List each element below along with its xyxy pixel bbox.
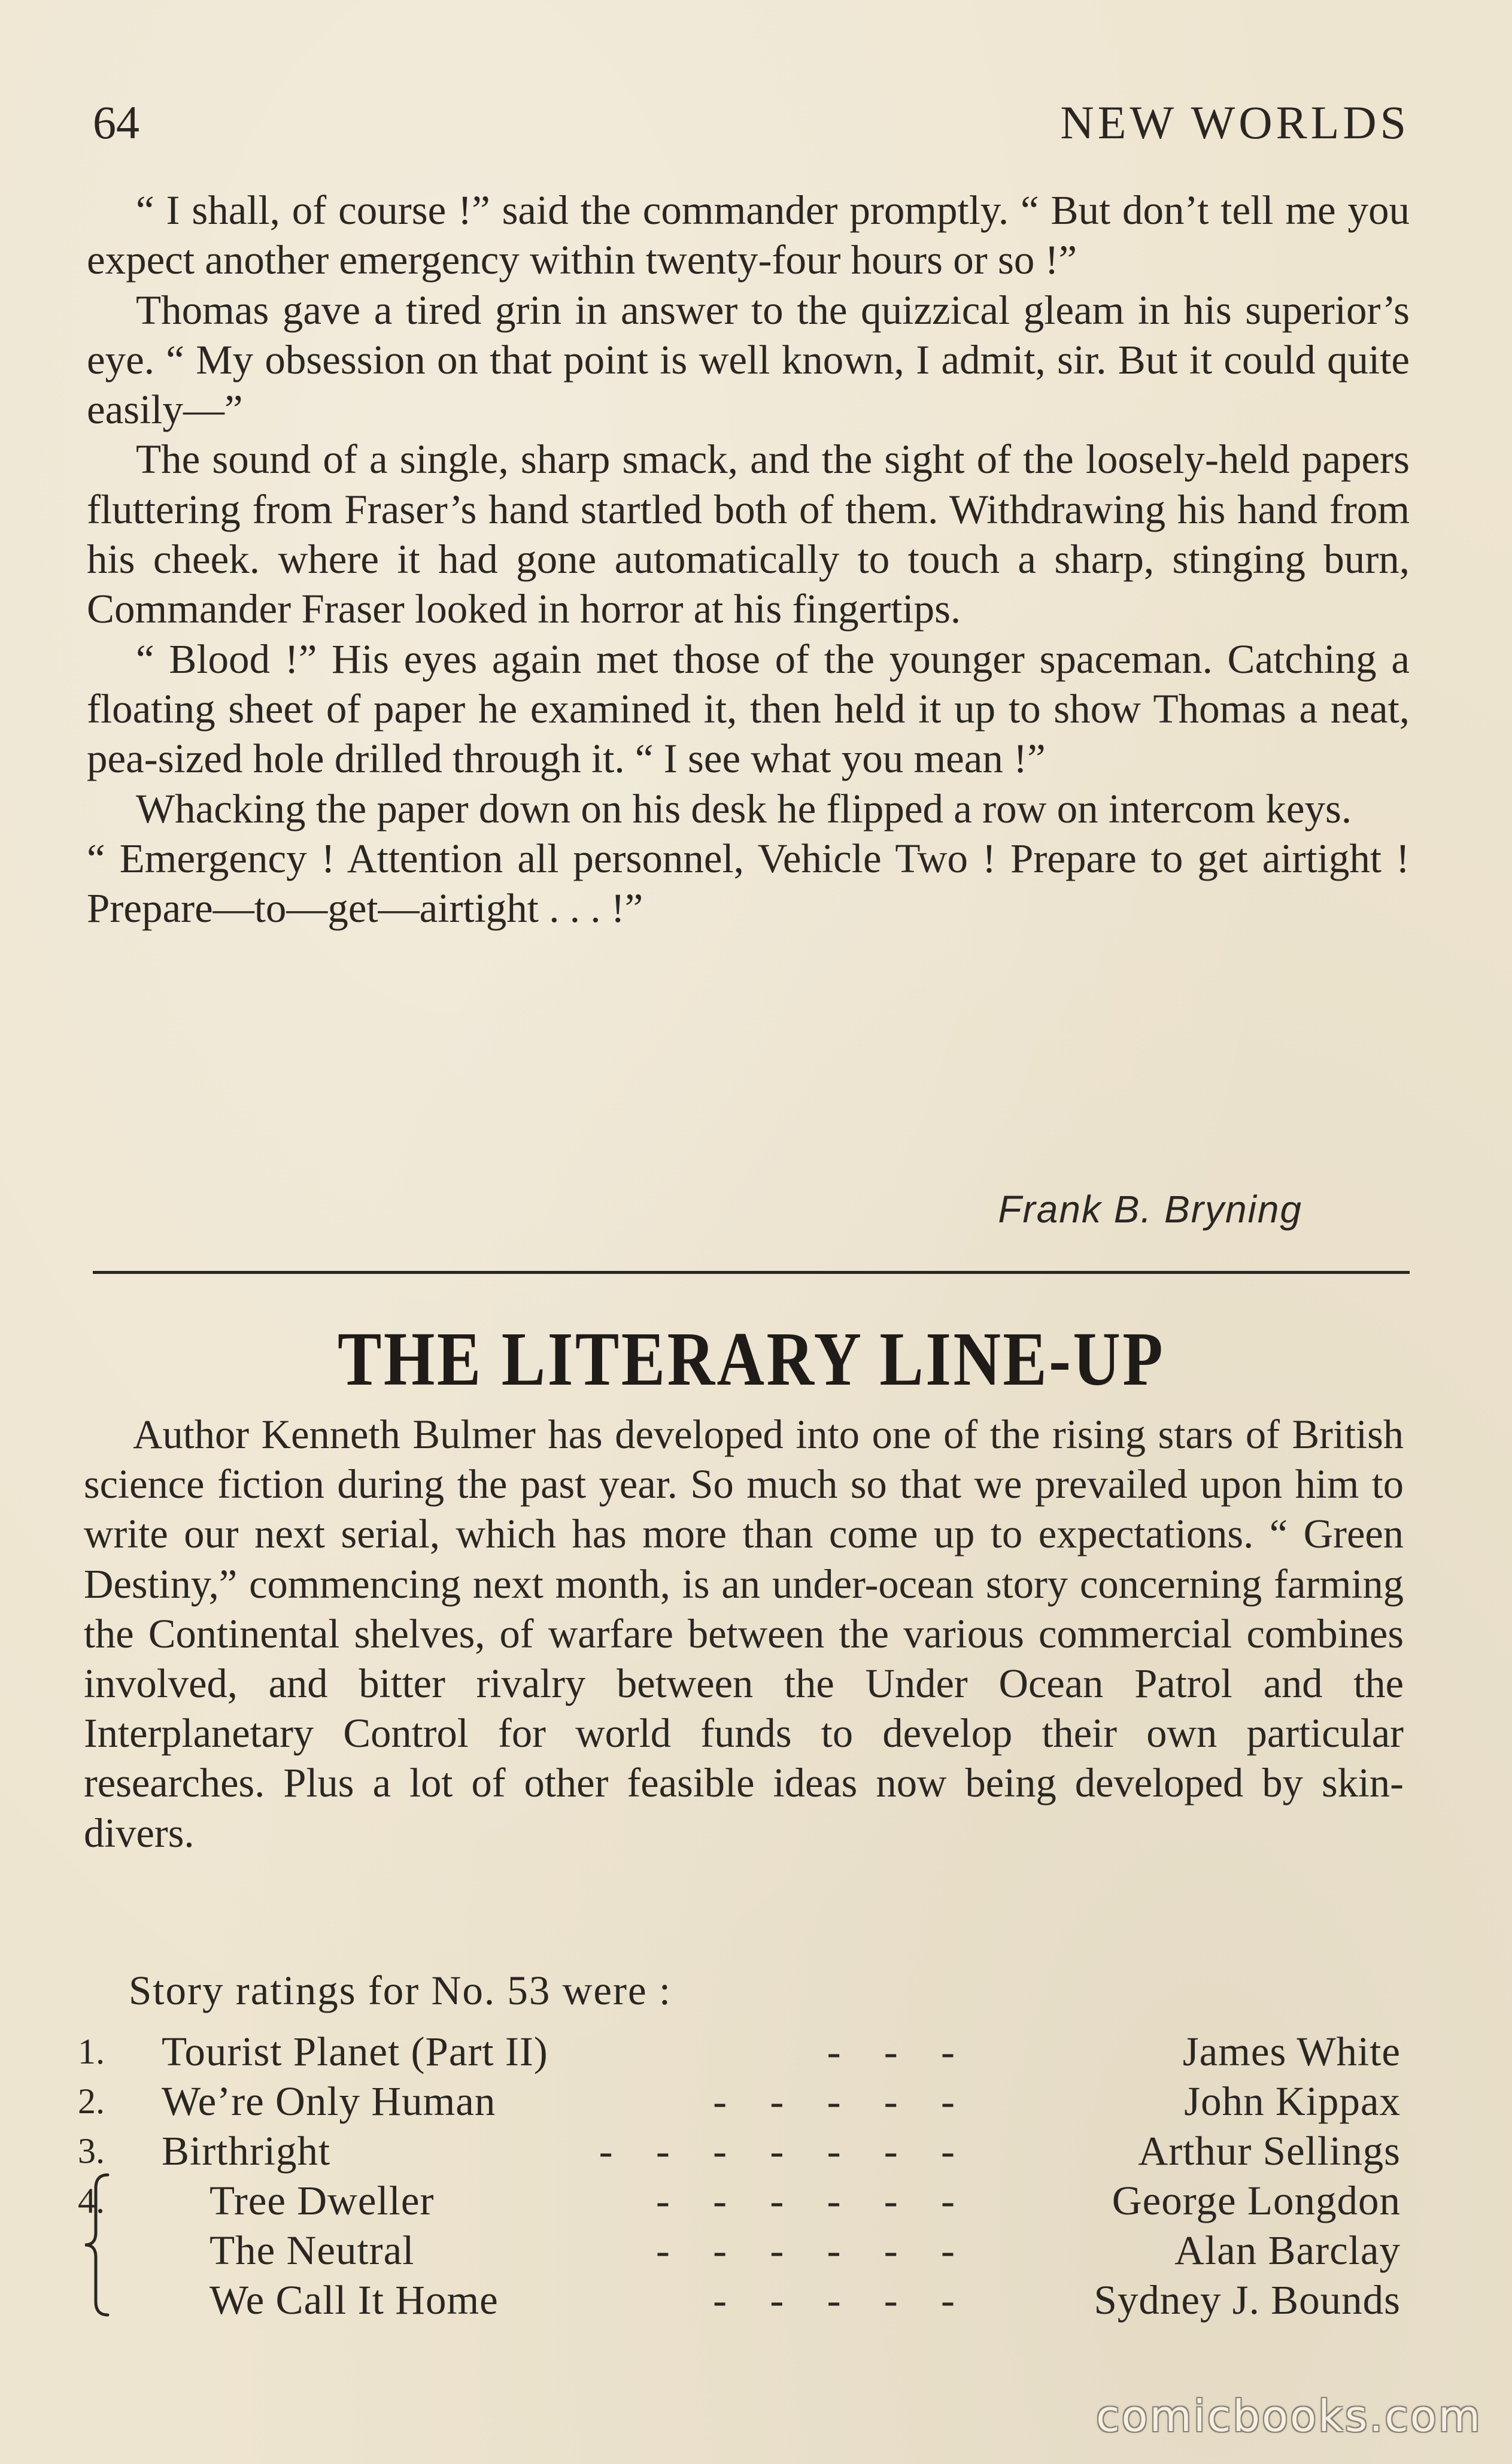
page-header <box>93 90 1410 156</box>
story-conclusion <box>87 186 1410 933</box>
rating-title: We’re Only Human <box>162 2078 496 2124</box>
literary-lineup-text <box>84 1410 1404 1858</box>
rating-row <box>78 2275 1401 2325</box>
rating-title: The Neutral <box>210 2228 415 2273</box>
page-number: 64 <box>93 96 139 148</box>
rating-leader: - - - - - <box>713 2277 955 2323</box>
rating-leader: - - - - - - <box>655 2228 955 2273</box>
lineup-paragraph: Author Kenneth Bulmer has developed into one of the rising stars of British science fiction during the past year. So much so that we prevailed upon him to write our next serial, which has more than come up to expectations. “ Green Destiny,” commencing next month, is an under-ocean story concerning farming the Continental shelves, of warfare between the various commercial combines involved, and bitter rivalry between the Under Ocean Patrol and the Interplanetary Control for world funds to develop their own particular researches. Plus a lot of other feasible ideas now being developed by skin-divers. <box>84 1412 1404 1856</box>
rating-row <box>78 2026 1401 2077</box>
site-watermark: comicbooks.com <box>1095 2391 1482 2441</box>
rating-leader: - - - - - <box>713 2078 955 2124</box>
rating-number: 4. <box>78 2181 105 2220</box>
story-paragraph: Thomas gave a tired grin in answer to the quizzical gleam in his superior’s eye. “ My obsession on that point is well known, I admit, sir. But it could quite easily—” <box>87 287 1410 433</box>
rating-author: James White <box>1182 2029 1401 2074</box>
rating-author: Sydney J. Bounds <box>1094 2277 1401 2323</box>
section-divider <box>93 1271 1410 1274</box>
rating-number: 1. <box>78 2032 105 2071</box>
rating-leader: - - - <box>827 2029 955 2074</box>
rating-author: George Longdon <box>1112 2178 1401 2223</box>
rating-author: Alan Barclay <box>1174 2228 1401 2273</box>
running-title: NEW WORLDS <box>1060 96 1410 148</box>
rating-row <box>78 2175 1401 2226</box>
tie-brace <box>78 2170 120 2320</box>
story-paragraph: The sound of a single, sharp smack, and the sight of the loosely-held papers fluttering from Fraser’s hand startled both of them. Withdrawing his hand from his cheek. where it had gone automatically to touch a sharp, stinging burn, Commander Fraser looked in horror at his fingertips. <box>87 436 1410 632</box>
rating-title: Birthright <box>162 2128 331 2174</box>
rating-row <box>78 2126 1401 2176</box>
rating-leader: - - - - - - <box>655 2178 955 2223</box>
rating-author: John Kippax <box>1184 2078 1401 2124</box>
rating-leader: - - - - - - - <box>599 2128 955 2174</box>
rating-row <box>78 2225 1401 2275</box>
author-signature: Frank B. Bryning <box>998 1188 1302 1231</box>
story-paragraph: “ Blood !” His eyes again met those of the younger spaceman. Catching a floating sheet of paper he examined it, then held it up to show Thomas a neat, pea-sized hole drilled through it. “ I see what you mean !” <box>87 636 1410 782</box>
rating-number: 3. <box>78 2131 105 2171</box>
story-paragraph: “ I shall, of course !” said the commander promptly. “ But don’t tell me you expect another emergency within twenty-four hours or so !” <box>87 187 1410 283</box>
story-paragraph: Whacking the paper down on his desk he flipped a row on intercom keys. <box>136 785 1352 832</box>
rating-row <box>78 2076 1401 2126</box>
ratings-intro: Story ratings for No. 53 were : <box>129 1968 672 2013</box>
rating-title: Tourist Planet (Part II) <box>162 2029 548 2074</box>
section-heading: THE LITERARY LINE-UP <box>337 1316 1165 1401</box>
story-paragraph: “ Emergency ! Attention all personnel, Vehicle Two ! Prepare to get airtight ! Prepare—to—get—airtight . . . !” <box>87 835 1410 931</box>
rating-title: Tree Dweller <box>210 2178 435 2223</box>
rating-title: We Call It Home <box>210 2277 499 2323</box>
rating-number: 2. <box>78 2081 105 2121</box>
rating-author: Arthur Sellings <box>1138 2128 1401 2174</box>
